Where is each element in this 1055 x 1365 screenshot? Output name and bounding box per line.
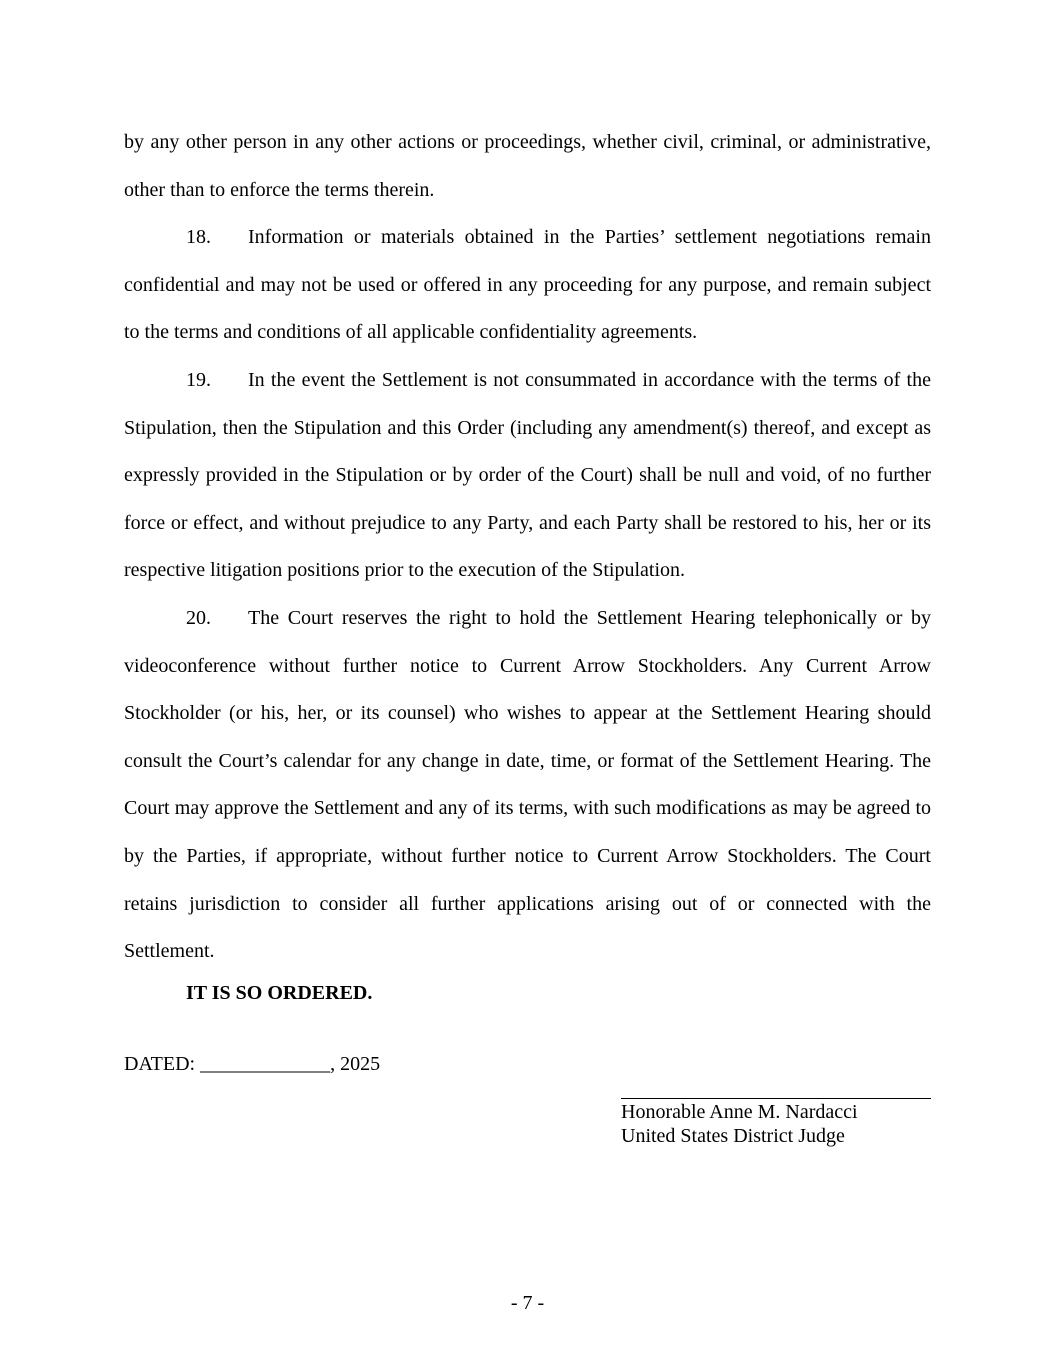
judge-name: Honorable Anne M. Nardacci: [621, 1101, 858, 1123]
paragraph-number: 20.: [186, 606, 211, 629]
signature-line: [621, 1098, 931, 1099]
paragraph-number: 19.: [186, 368, 211, 391]
ordered-heading: IT IS SO ORDERED.: [186, 982, 373, 1004]
paragraph-20: [124, 595, 931, 976]
paragraph-text: Information or materials obtained in the Parties’ settlement negotiations remain confidential and may not be used or offered in any proceeding for any purpose, and remain subject to the terms and conditions of all applicable confidentiality agreements.: [124, 226, 931, 344]
order-body: [124, 119, 931, 976]
paragraph-19: [124, 357, 931, 595]
dated-line: DATED: _____________, 2025: [124, 1053, 381, 1075]
paragraph-18: [124, 214, 931, 357]
paragraph-text: In the event the Settlement is not consummated in accordance with the terms of the Stipulation, then the Stipulation and this Order (including any amendment(s) thereof, and except as expressly provided in the Stipulation or by order of the Court) shall be null and void, of no further force or effect, and without prejudice to any Party, and each Party shall be restored to his, her or its respective litigation positions prior to the execution of the Stipulation.: [124, 368, 931, 582]
page-number: - 7 -: [510, 1292, 545, 1314]
paragraph-text: The Court reserves the right to hold the Settlement Hearing telephonically or by videoconference without further notice to Current Arrow Stockholders. Any Current Arrow Stockholder (or his, her, or its counsel) who wishes to appear at the Settlement Hearing should consult the Court’s calendar for any change in date, time, or format of the Settlement Hearing. The Court may approve the Settlement and any of its terms, with such modifications as may be agreed to by the Parties, if appropriate, without further notice to Current Arrow Stockholders. The Court retains jurisdiction to consider all further applications arising out of or connected with the Settlement.: [124, 606, 931, 963]
intro-paragraph: by any other person in any other actions or proceedings, whether civil, criminal, or administrative, other than to enforce the terms therein.: [124, 131, 931, 201]
paragraph-number: 18.: [186, 226, 211, 249]
signature-block: [621, 1100, 858, 1148]
judge-title: United States District Judge: [621, 1125, 845, 1147]
